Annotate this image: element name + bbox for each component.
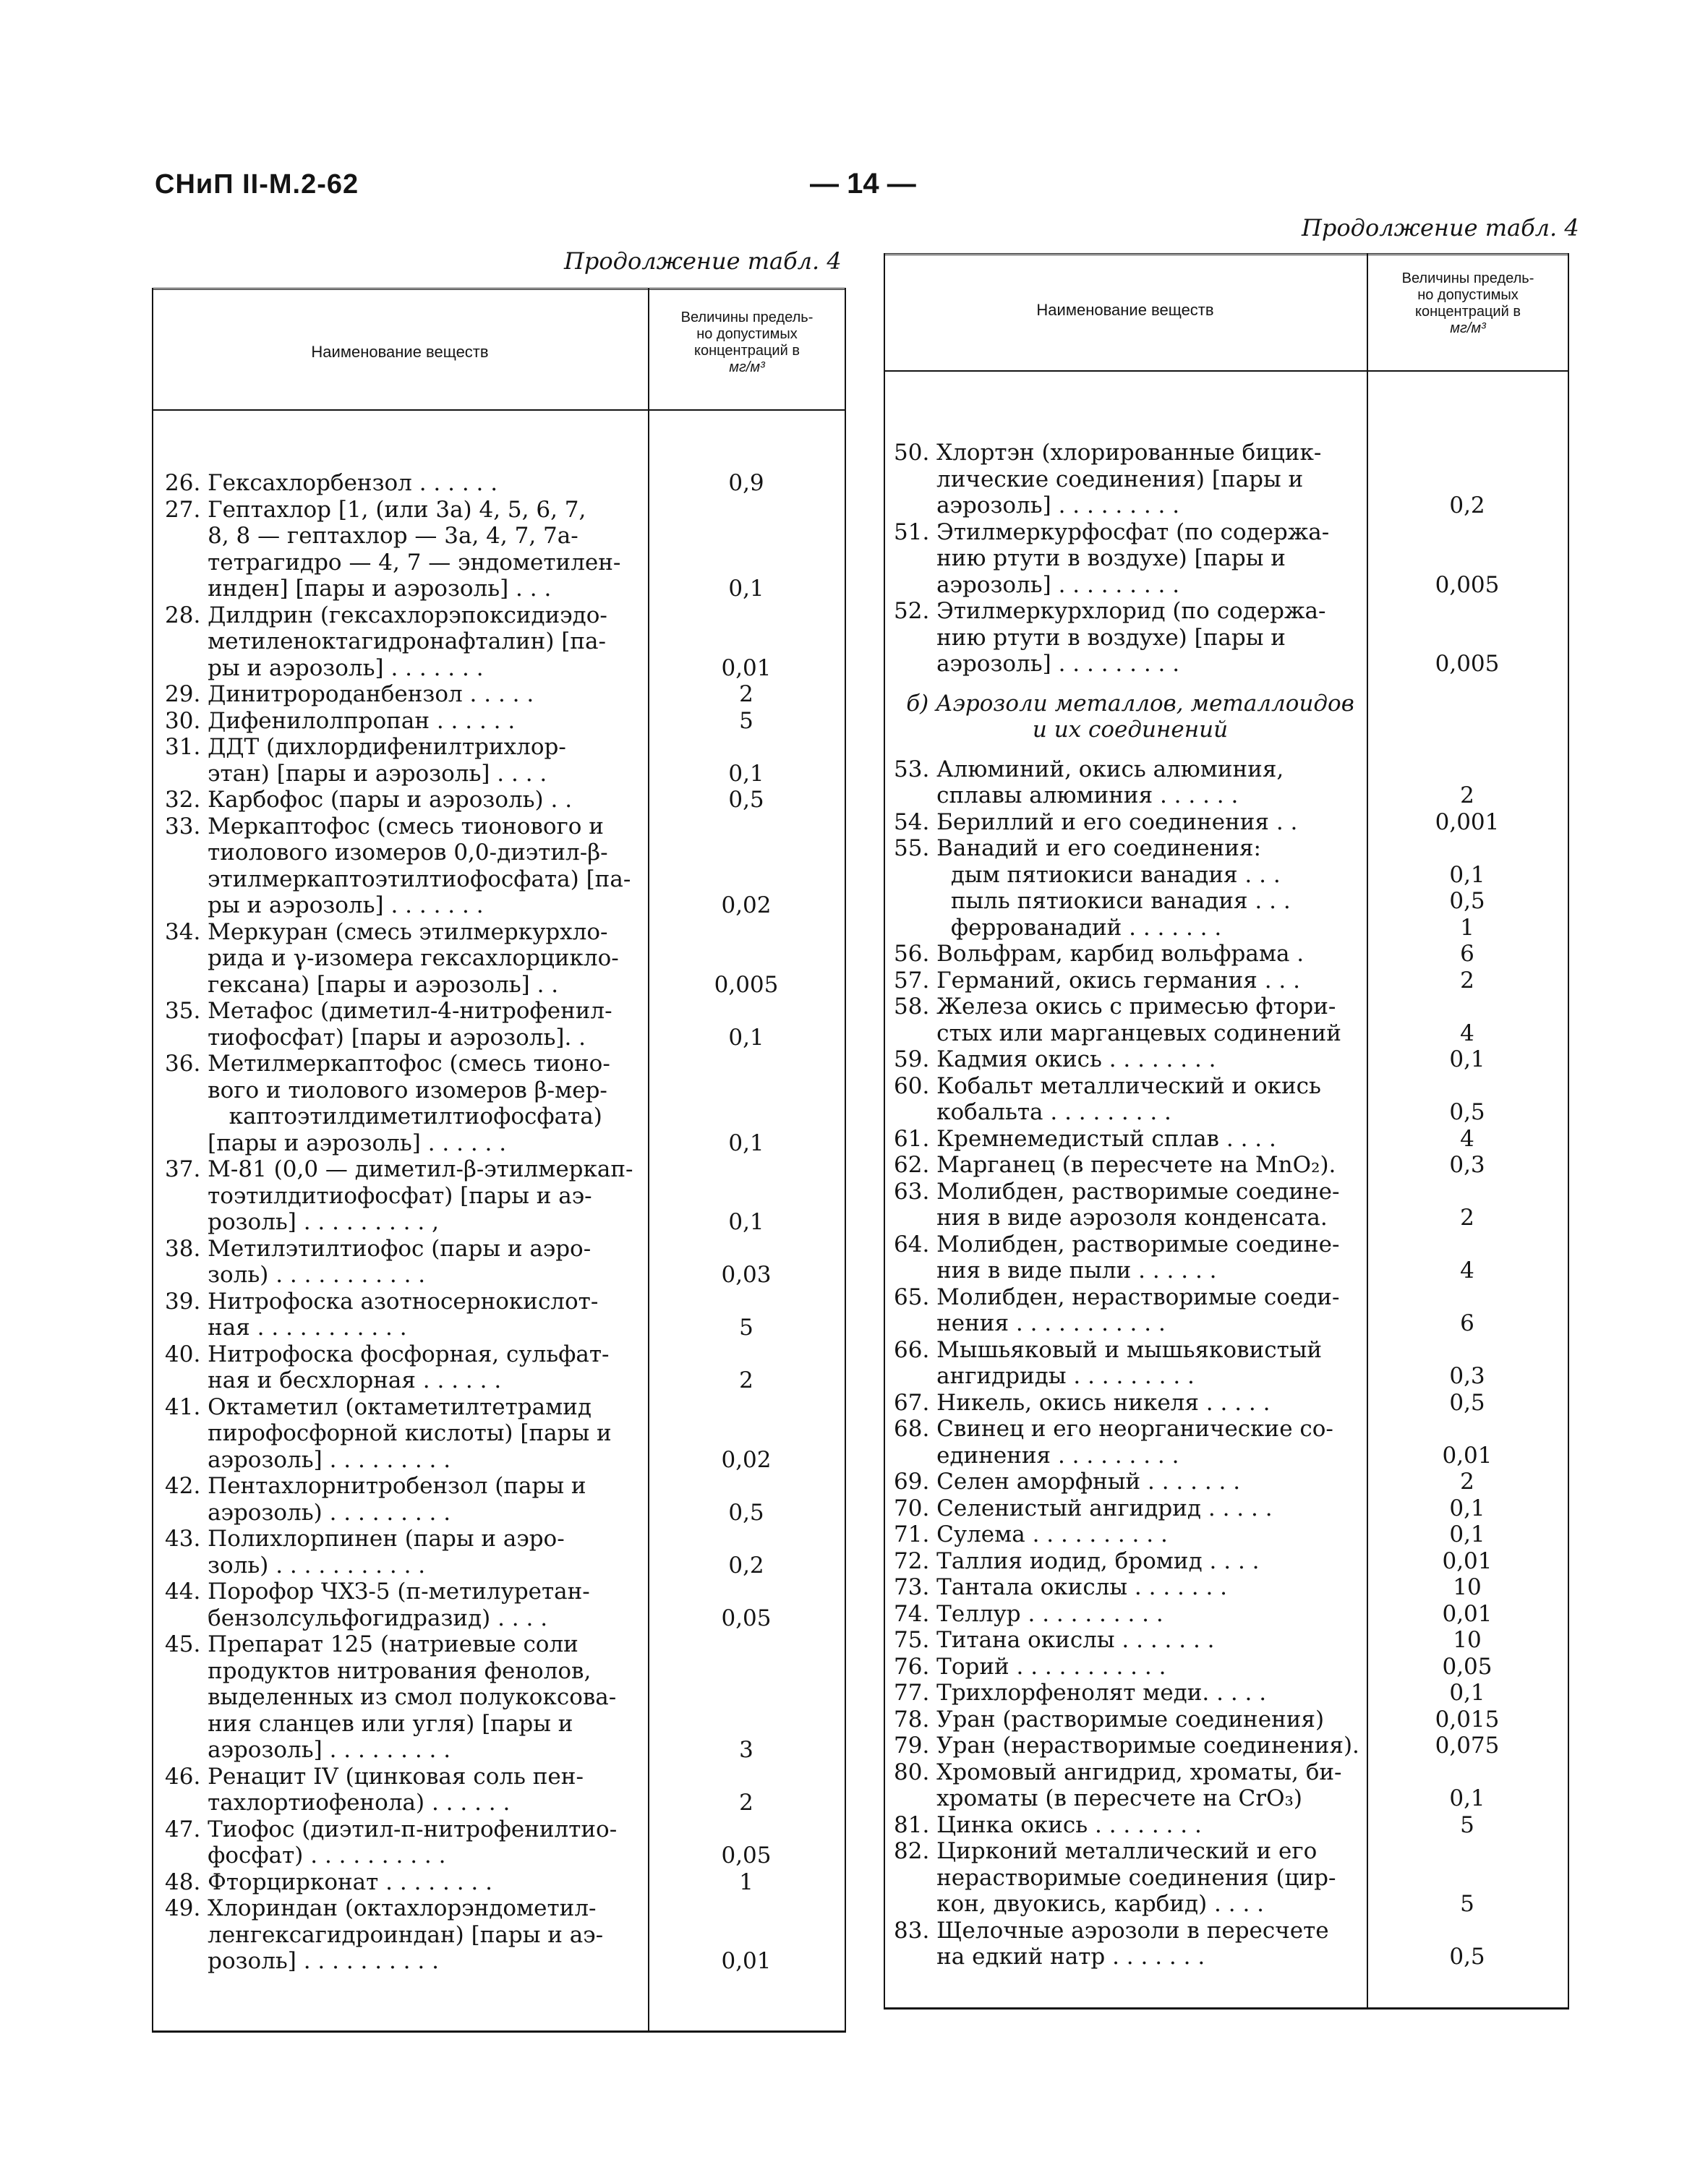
concentration-value: 0,1 [728,1024,764,1051]
table-row [894,1495,1568,1522]
concentration-value: 0,01 [721,654,772,681]
substance-name: 49. Хлориндан (октахлорэндометил- ленгексагидроиндан) [пары и аэ- розоль] . . . . . . . . . . [165,1895,604,1974]
document-code: СНиП II-М.2-62 [155,169,359,200]
substance-name: 37. М-81 (0,0 — диметил-β-этилмеркап- тоэтилдитиофосфат) [пары и аэ- розоль] . . . . . . . . . , [165,1156,633,1235]
substance-name: 32. Карбофос (пары и аэрозоль) . . [165,787,573,813]
concentration-value: 0,5 [1449,1099,1485,1125]
table-row [165,1816,845,1869]
table-row [165,1764,845,1816]
rows-left [165,470,845,1975]
concentration-value: 0,1 [728,576,764,602]
substance-name: 78. Уран (растворимые соединения) [894,1706,1325,1733]
table-row [165,1156,845,1236]
page-number: — 14 — [810,168,916,200]
substance-name: 39. Нитрофоска азотносернокислот- ная . . . . . . . . . . . [165,1288,599,1341]
concentration-value: 0,5 [1449,888,1485,914]
concentration-value: 2 [739,1790,753,1816]
table-row [894,1838,1568,1918]
substance-name: 33. Меркаптофос (смесь тионового и тиолового изомеров 0,0-диэтил-β- этилмеркаптоэтилтиофосфата) [па- ры и аэрозоль] . . . . . . . [165,813,631,918]
substance-name: 68. Свинец и его неорганические со- единения . . . . . . . . . [894,1416,1333,1469]
table-row [165,1579,845,1631]
substance-name: 71. Сулема . . . . . . . . . . [894,1521,1168,1547]
concentration-value: 0,1 [1449,1521,1485,1547]
table-row [894,968,1568,994]
substance-name: 73. Тантала окислы . . . . . . . [894,1574,1228,1600]
substance-name: 52. Этилмеркурхлорид (по содержа- нию ртути в воздухе) [пары и аэрозоль] . . . . . . . . . [894,598,1326,677]
table-row [165,1869,845,1896]
rows-right [894,440,1568,1970]
table-row [894,1759,1568,1812]
table-row [894,440,1568,519]
table-row [894,1680,1568,1707]
table-row [894,1126,1568,1153]
concentration-value: 0,2 [1449,492,1485,518]
table-row [894,835,1568,862]
substance-name: 51. Этилмеркурфосфат (по содержа- нию ртути в воздухе) [пары и аэрозоль] . . . . . . . . . [894,518,1330,598]
concentration-value: 0,1 [1449,1785,1485,1811]
table-row [165,602,845,682]
concentration-value: 4 [1460,1125,1474,1152]
substance-name: 79. Уран (нерастворимые соединения). [894,1733,1359,1759]
concentration-value: 2 [1460,1469,1474,1495]
concentration-value: 0,5 [728,1499,764,1526]
header-substance-name-right: Наименование веществ [1036,301,1214,319]
table-row [894,1548,1568,1575]
concentration-value: 0,1 [1449,1495,1485,1521]
table-row [165,1289,845,1341]
substance-name: 62. Марганец (в пересчете на MnO₂). [894,1152,1336,1178]
substance-name: 28. Дилдрин (гексахлорэпоксидиэдо- метиленоктагидронафталин) [па- ры и аэрозоль] . . . . . . . [165,602,607,681]
table-row [894,1601,1568,1628]
table-row [165,787,845,813]
substance-name: 40. Нитрофоска фосфорная, сульфат- ная и бесхлорная . . . . . . [165,1341,610,1393]
substance-name: 41. Октаметил (октаметилтетрамид пирофосфорной кислоты) [пары и аэрозоль] . . . . . . . . . [165,1393,612,1473]
concentration-value: 0,005 [714,971,779,998]
substance-name: феррованадий . . . . . . . [894,914,1222,941]
table-row [894,915,1568,941]
table-row [165,1051,845,1156]
concentration-value: 5 [1460,1891,1474,1917]
substance-name: 31. ДДТ (дихлордифенилтрихлор- этан) [пары и аэрозоль] . . . . [165,734,566,787]
concentration-value: 0,01 [1442,1442,1493,1469]
substance-name: 35. Метафос (диметил-4-нитрофенил- тиофосфат) [пары и аэрозоль]. . [165,998,612,1051]
substance-name: 36. Метилмеркаптофос (смесь тионо- вого и тиолового изомеров β-мер- каптоэтилдиметилтиофосфата) [пары и аэрозоль] . . . . . . [165,1051,610,1156]
table-row [894,1733,1568,1759]
table-row [165,497,845,602]
substance-name: 56. Вольфрам, карбид вольфрама . [894,941,1305,967]
table-row [894,809,1568,836]
substance-name: 65. Молибден, нерастворимые соеди- нения . . . . . . . . . . . [894,1284,1340,1336]
concentration-value: 0,5 [1449,1944,1485,1970]
substance-name: 43. Полихлорпинен (пары и аэро- золь) . . . . . . . . . . . [165,1526,565,1579]
substance-name: 34. Меркуран (смесь этилмеркурхло- рида и γ-изомера гексахлорцикло- гексана) [пары и аэрозоль] . . [165,918,619,998]
concentration-value: 6 [1460,941,1474,967]
concentration-value: 5 [739,707,753,734]
table-row [894,1416,1568,1469]
concentration-value: 0,2 [728,1552,764,1579]
substance-name: 29. Динитророданбензол . . . . . [165,681,534,707]
table-row [894,1179,1568,1231]
concentration-value: 0,05 [1442,1653,1493,1680]
concentration-value: 0,1 [728,760,764,787]
substance-name: 47. Тиофос (диэтил-п-нитрофенилтио- фосфат) . . . . . . . . . . [165,1816,618,1869]
header-substance-name: Наименование веществ [311,343,489,361]
substance-name: 30. Дифенилолпропан . . . . . . [165,707,516,734]
header-max-concentration-right: Величины предель- но допустимых концентраций в мг/м³ [1401,270,1534,336]
concentration-value: 0,005 [1435,651,1500,677]
substance-name: 82. Цирконий металлический и его нерастворимые соединения (цир- кон, двуокись, карбид) . . . . [894,1838,1336,1917]
table-row [165,1394,845,1474]
substance-name: 69. Селен аморфный . . . . . . . [894,1469,1241,1495]
table-row [165,1895,845,1975]
concentration-value: 2 [1460,782,1474,808]
table-row [894,1152,1568,1179]
concentration-value: 5 [1460,1811,1474,1838]
table-row [894,756,1568,809]
table-row [894,1627,1568,1654]
concentration-value: 0,1 [728,1209,764,1235]
table-row [894,862,1568,889]
table-row [165,919,845,999]
substance-name: 64. Молибден, растворимые соедине- ния в виде пыли . . . . . . [894,1231,1340,1284]
concentration-value: 2 [739,1367,753,1393]
table-row [165,470,845,497]
substance-name: 63. Молибден, растворимые соедине- ния в виде аэрозоля конденсата. [894,1178,1340,1231]
substance-name: 61. Кремнемедистый сплав . . . . [894,1125,1276,1152]
concentration-value: 2 [1460,967,1474,994]
table-row [165,1341,845,1394]
table-row [894,1046,1568,1073]
substance-name: 81. Цинка окись . . . . . . . . [894,1811,1202,1838]
section-heading: б) Аэрозоли металлов, металлоидов и их соединений [906,690,1354,743]
table-row [894,1654,1568,1681]
substance-name: 75. Титана окислы . . . . . . . [894,1627,1215,1653]
concentration-value: 0,3 [1449,1152,1485,1178]
substance-name: 48. Фторцирконат . . . . . . . . [165,1869,492,1895]
table-row [165,1236,845,1289]
table-row [894,941,1568,968]
substance-name: 44. Порофор ЧХЗ-5 (п-метилуретан- бензолсульфогидразид) . . . . [165,1579,590,1631]
table-row [894,1390,1568,1417]
concentration-value: 2 [1460,1205,1474,1231]
concentration-value: 3 [739,1737,753,1763]
substance-name: 67. Никель, окись никеля . . . . . [894,1389,1271,1416]
table-continuation-left: Продолжение табл. 4 [564,247,842,275]
substance-name: 60. Кобальт металлический и окись кобальта . . . . . . . . . [894,1072,1321,1125]
table-row [165,998,845,1051]
table-row [165,1631,845,1764]
table-row [894,598,1568,678]
concentration-value: 1 [1460,914,1474,941]
substance-name: 46. Ренацит IV (цинковая соль пен- тахлортиофенола) . . . . . . [165,1763,584,1816]
substance-name: 50. Хлортэн (хлорированные бицик- лические соединения) [пары и аэрозоль] . . . . . . . . . [894,440,1322,518]
substance-name: 38. Метилэтилтиофос (пары и аэро- золь) . . . . . . . . . . . [165,1235,592,1288]
substance-name: 45. Препарат 125 (натриевые соли продуктов нитрования фенолов, выделенных из смол полукоксова- ния сланцев или угля) [пары и аэрозоль] . . . . . . . . . [165,1631,617,1763]
concentration-value: 0,1 [728,1129,764,1156]
substance-name: 77. Трихлорфенолят меди. . . . . [894,1680,1267,1706]
table-row [165,813,845,919]
concentration-value: 0,02 [721,892,772,918]
concentration-value: 4 [1460,1020,1474,1046]
concentration-value: 0,1 [1449,861,1485,888]
header-max-concentration: Величины предель- но допустимых концентраций в мг/м³ [680,309,814,375]
concentration-value: 0,01 [1442,1600,1493,1627]
substance-name: 74. Теллур . . . . . . . . . . [894,1600,1163,1627]
table-row [894,1284,1568,1337]
table-row [894,1521,1568,1548]
substance-name: дым пятиокиси ванадия . . . [894,861,1281,888]
concentration-value: 0,5 [1449,1389,1485,1416]
concentration-value: 10 [1453,1627,1482,1653]
table-row [165,708,845,735]
substance-name: пыль пятиокиси ванадия . . . [894,888,1291,914]
table-row [894,1574,1568,1601]
concentration-value: 4 [1460,1257,1474,1284]
substance-name: 83. Щелочные аэрозоли в пересчете на едкий натр . . . . . . . [894,1917,1329,1970]
table-row [894,1469,1568,1495]
substance-name: 59. Кадмия окись . . . . . . . . [894,1046,1216,1072]
substance-name: 70. Селенистый ангидрид . . . . . [894,1495,1273,1521]
substance-name: 76. Торий . . . . . . . . . . . [894,1653,1166,1680]
substance-name: 27. Гептахлор [1, (или 3а) 4, 5, 6, 7, 8, 8 — гептахлор — 3а, 4, 7, 7а- тетрагидро — 4, 7 — эндометилен- инден] [пары и аэрозоль] . . . [165,496,621,602]
concentration-value: 0,02 [721,1446,772,1473]
table-row [894,1812,1568,1839]
substance-name: 80. Хромовый ангидрид, хроматы, би- хроматы (в пересчете на CrO₃) [894,1759,1342,1811]
table-row [165,734,845,787]
concentration-value: 0,05 [721,1842,772,1869]
concentration-value: 0,3 [1449,1363,1485,1389]
concentration-value: 0,01 [1442,1547,1493,1574]
table-row [165,681,845,708]
table-row [894,1337,1568,1390]
substance-name: 26. Гексахлорбензол . . . . . . [165,470,498,496]
table-row [894,888,1568,915]
substance-name: 57. Германий, окись германия . . . [894,967,1300,994]
concentration-value: 10 [1453,1574,1482,1600]
concentration-value: 0,1 [1449,1680,1485,1706]
concentration-value: 2 [739,681,753,707]
concentration-value: 0,01 [721,1948,772,1974]
table-continuation-right: Продолжение табл. 4 [1302,214,1579,242]
concentration-value: 0,005 [1435,571,1500,598]
concentration-value: 5 [739,1315,753,1341]
table-row [894,519,1568,599]
table-row [894,1707,1568,1733]
concentration-value: 0,05 [721,1605,772,1631]
concentration-value: 0,5 [728,787,764,813]
concentration-value: 0,015 [1435,1706,1500,1733]
substance-name: 53. Алюминий, окись алюминия, сплавы алюминия . . . . . . [894,756,1284,808]
concentration-value: 0,075 [1435,1733,1500,1759]
concentration-value: 0,001 [1435,808,1500,835]
substance-name: 66. Мышьяковый и мышьяковистый ангидриды . . . . . . . . . [894,1336,1323,1389]
concentration-value: 6 [1460,1310,1474,1336]
concentration-value: 0,9 [728,470,764,496]
substance-name: 72. Таллия иодид, бромид . . . . [894,1547,1260,1574]
table-left [152,288,846,2030]
table-right [884,253,1569,2007]
substance-name: 42. Пентахлорнитробензол (пары и аэрозоль) . . . . . . . . . [165,1473,586,1526]
substance-name: 55. Ванадий и его соединения: [894,835,1261,861]
table-row [894,1231,1568,1284]
substance-name: 54. Бериллий и его соединения . . [894,808,1298,835]
table-row [165,1526,845,1579]
concentration-value: 0,1 [1449,1046,1485,1072]
table-row [894,1073,1568,1126]
concentration-value: 0,03 [721,1262,772,1288]
table-row [165,1473,845,1526]
substance-name: 58. Железа окись с примесью фтори- стых или марганцевых содинений [894,994,1341,1046]
concentration-value: 1 [739,1869,753,1895]
table-row [894,1918,1568,1970]
table-row [894,994,1568,1046]
